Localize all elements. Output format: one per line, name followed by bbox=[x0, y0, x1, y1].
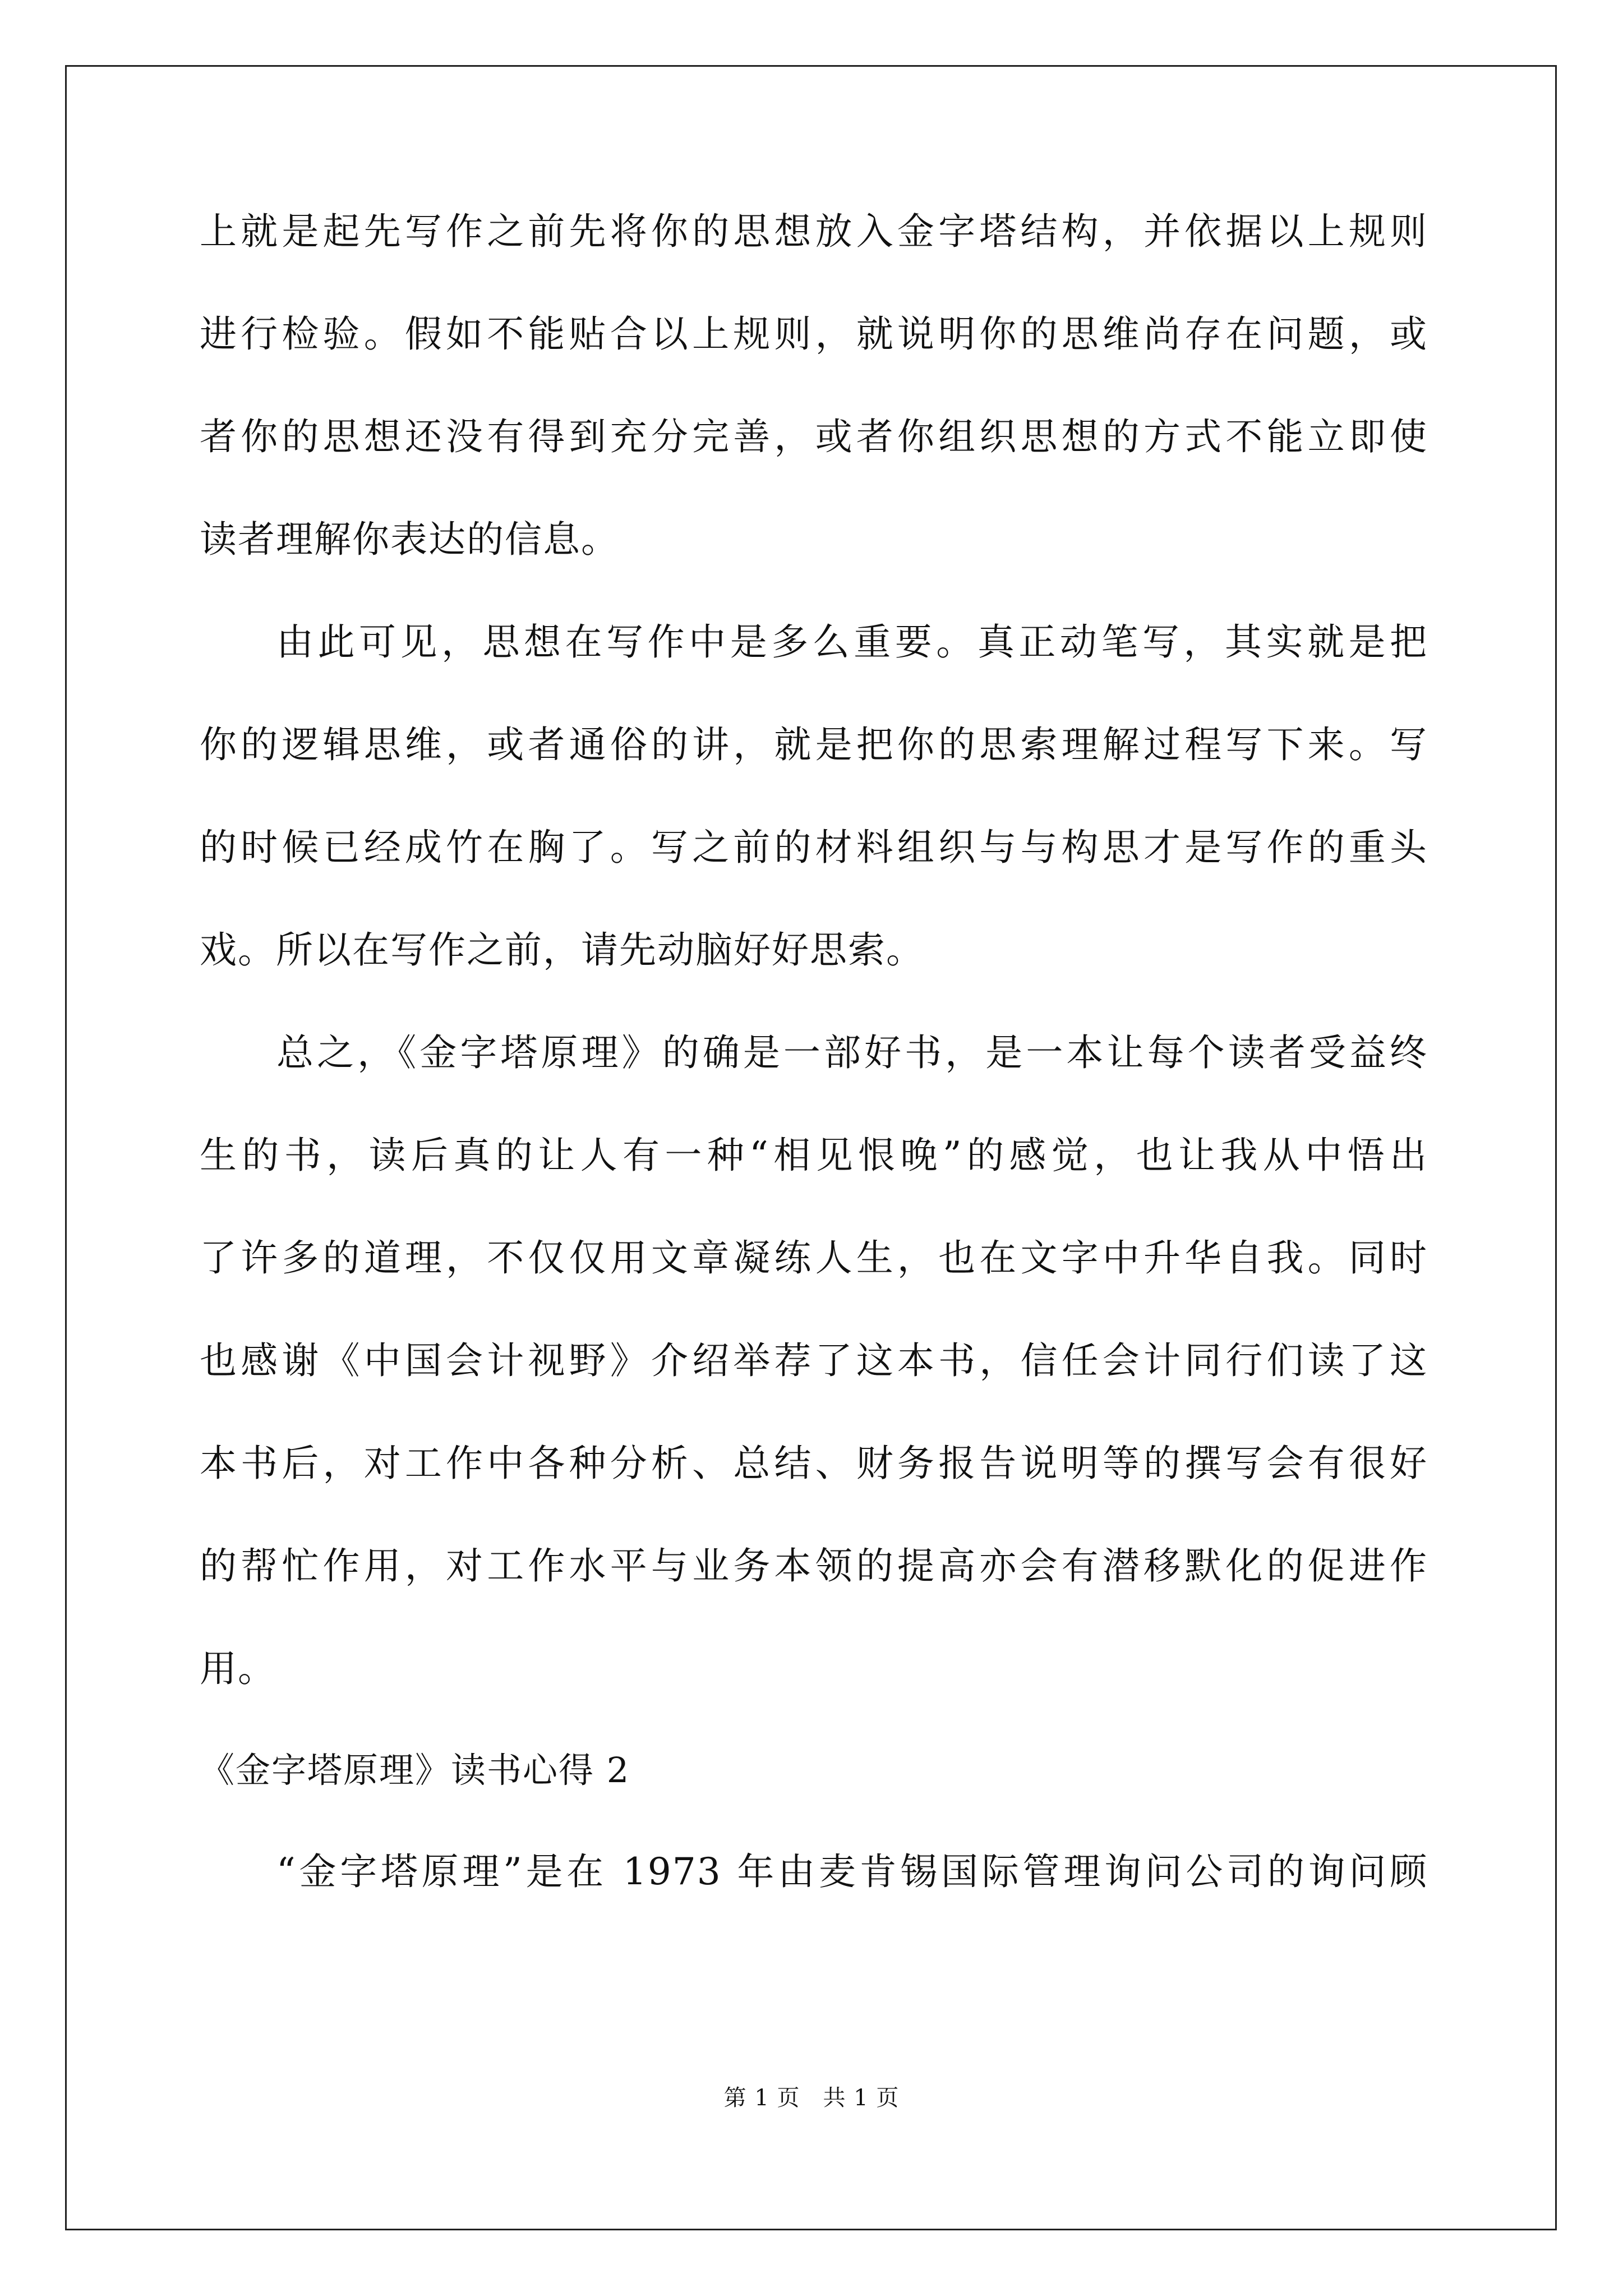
text-line: 本书后，对工作中各种分析、总结、财务报告说明等的撰写会有很好 bbox=[200, 1442, 1428, 1485]
text-line: 读者理解你表达的信息。 bbox=[200, 518, 619, 561]
paragraph bbox=[200, 620, 1428, 972]
document-body bbox=[200, 210, 1428, 1956]
paragraph bbox=[200, 1031, 1428, 1690]
text-line: 了许多的道理，不仅仅用文章凝练人生，也在文字中升华自我。同时 bbox=[200, 1236, 1428, 1280]
page-footer: 第 1 页 共 1 页 bbox=[723, 2085, 900, 2111]
text-line: 进行检验。假如不能贴合以上规则，就说明你的思维尚存在问题，或 bbox=[200, 312, 1428, 356]
text-line: 的帮忙作用，对工作水平与业务本领的提高亦会有潜移默化的促进作 bbox=[200, 1544, 1428, 1588]
text-line: 用。 bbox=[200, 1647, 276, 1690]
paragraph bbox=[200, 210, 1428, 561]
text-line: “金字塔原理”是在 1973 年由麦肯锡国际管理询问公司的询问顾 bbox=[276, 1850, 1428, 1893]
text-line: 戏。所以在写作之前，请先动脑好好思索。 bbox=[200, 928, 924, 972]
text-line: 你的逻辑思维，或者通俗的讲，就是把你的思索理解过程写下来。写 bbox=[200, 723, 1428, 766]
text-line: 者你的思想还没有得到充分完善，或者你组织思想的方式不能立即使 bbox=[200, 415, 1428, 458]
section-heading: 《金字塔原理》读书心得 2 bbox=[200, 1750, 630, 1791]
text-line: 的时候已经成竹在胸了。写之前的材料组织与与构思才是写作的重头 bbox=[200, 826, 1428, 869]
text-line: 由此可见，思想在写作中是多么重要。真正动笔写，其实就是把 bbox=[276, 620, 1428, 664]
text-line: 总之，《金字塔原理》的确是一部好书，是一本让每个读者受益终 bbox=[276, 1031, 1428, 1074]
text-line: 上就是起先写作之前先将你的思想放入金字塔结构，并依据以上规则 bbox=[200, 210, 1428, 253]
text-line: 也感谢《中国会计视野》介绍举荐了这本书，信任会计同行们读了这 bbox=[200, 1339, 1428, 1382]
text-line: 生的书，读后真的让人有一种“相见恨晚”的感觉，也让我从中悟出 bbox=[200, 1134, 1428, 1177]
